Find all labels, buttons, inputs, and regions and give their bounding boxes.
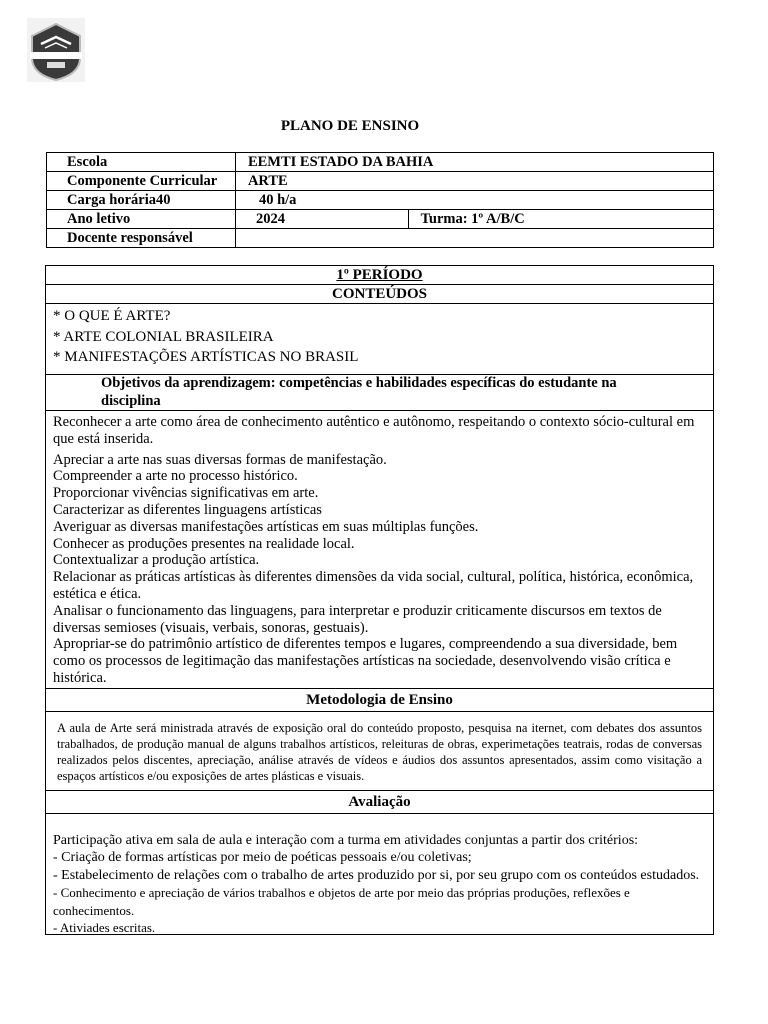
list-item: * MANIFESTAÇÕES ARTÍSTICAS NO BRASIL: [53, 349, 359, 365]
list-item: Analisar o funcionamento das linguagens, para interpretar e produzir criticamente discursos em textos de diversas semioses (visuais, verbais, sonoras, gestuais).: [53, 602, 662, 636]
school-logo: [27, 18, 85, 82]
evaluation-header: Avaliação: [46, 791, 713, 814]
list-item: Compreender a arte no processo histórico.: [53, 468, 298, 485]
period-header: [46, 266, 713, 285]
contents-list: [46, 304, 713, 375]
school-value: EEMTI ESTADO DA BAHIA: [235, 153, 713, 172]
list-item: Caracterizar as diferentes linguagens artísticas: [53, 501, 322, 518]
list-item: * ARTE COLONIAL BRASILEIRA: [53, 328, 274, 345]
year-value: 2024: [235, 210, 408, 229]
table-row: [47, 229, 714, 248]
school-label: Escola: [47, 153, 236, 172]
period-table: [45, 265, 714, 935]
table-row: [47, 191, 714, 210]
year-label: Ano letivo: [47, 210, 236, 229]
list-item: Averiguar as diversas manifestações artísticas em suas múltiplas funções.: [53, 518, 479, 535]
workload-label: Carga horária40: [47, 191, 236, 210]
list-item: Proporcionar vivências significativas em arte.: [53, 485, 319, 502]
list-item: * O QUE É ARTE?: [53, 308, 171, 324]
methodology-header: Metodologia de Ensino: [46, 689, 713, 712]
list-item: - Estabelecimento de relações com o trabalho de artes produzido por si, por seu grupo com os conteúdos estudados.: [53, 867, 700, 883]
list-item: Relacionar as práticas artísticas às diferentes dimensões da vida social, cultural, política, histórica, econômica, estética e ética.: [53, 569, 694, 602]
school-shield-logo-icon: [27, 18, 85, 82]
list-item: Conhecer as produções presentes na realidade local.: [53, 535, 355, 552]
list-item: - Conhecimento e apreciação de vários trabalhos e objetos de arte por meio das próprias produções, reflexões e conhecimentos.: [53, 885, 630, 918]
table-row: [47, 153, 714, 172]
list-item: Reconhecer a arte como área de conhecimento autêntico e autônomo, respeitando o contexto sócio-cultural em que está inserida.: [53, 414, 695, 447]
period-title: 1º PERÍODO: [336, 267, 423, 283]
teacher-value: [235, 229, 713, 248]
evaluation-list: [46, 814, 713, 936]
component-value: ARTE: [235, 172, 713, 191]
methodology-text: A aula de Arte será ministrada através de exposição oral do conteúdo proposto, pesquisa na iternet, com debates dos assuntos trabalhados, de produção manual de alguns trabalhos artísticos, releituras de obras, experimetações teatrais, rodas de conversas realizados pelos discentes, apreciação, análise através de vídeos e áudios dos assuntos apresentados, assim como visitação a espaços artísticos e/ou exposições de artes plásticas e visuais.: [46, 712, 713, 791]
teacher-label: Docente responsável: [47, 229, 236, 248]
objectives-list: [46, 411, 713, 689]
contents-header: CONTEÚDOS: [46, 285, 713, 304]
info-table: [46, 152, 714, 248]
objectives-header: Objetivos da aprendizagem: competências e habilidades específicas do estudante na disciplina: [46, 375, 713, 411]
table-row: [47, 210, 714, 229]
component-label: Componente Curricular: [47, 172, 236, 191]
class-value: Turma: 1º A/B/C: [408, 210, 713, 229]
list-item: - Ativiades escritas.: [53, 920, 156, 936]
list-item: Contextualizar a produção artística.: [53, 552, 260, 569]
list-item: Apropriar-se do patrimônio artístico de diferentes tempos e lugares, compreendendo a sua diversidade, bem como os processos de legitimação das manifestações artísticas na sociedade, desenvolvendo visão crítica e histórica.: [53, 636, 678, 686]
workload-value: 40 h/a: [235, 191, 713, 210]
table-row: [47, 172, 714, 191]
page-title: PLANO DE ENSINO: [280, 118, 420, 134]
evaluation-intro: Participação ativa em sala de aula e interação com a turma em atividades conjuntas a partir dos critérios:: [53, 833, 639, 848]
list-item: - Criação de formas artísticas por meio de poéticas pessoais e/ou coletivas;: [53, 850, 472, 866]
list-item: Apreciar a arte nas suas diversas formas de manifestação.: [53, 451, 387, 468]
